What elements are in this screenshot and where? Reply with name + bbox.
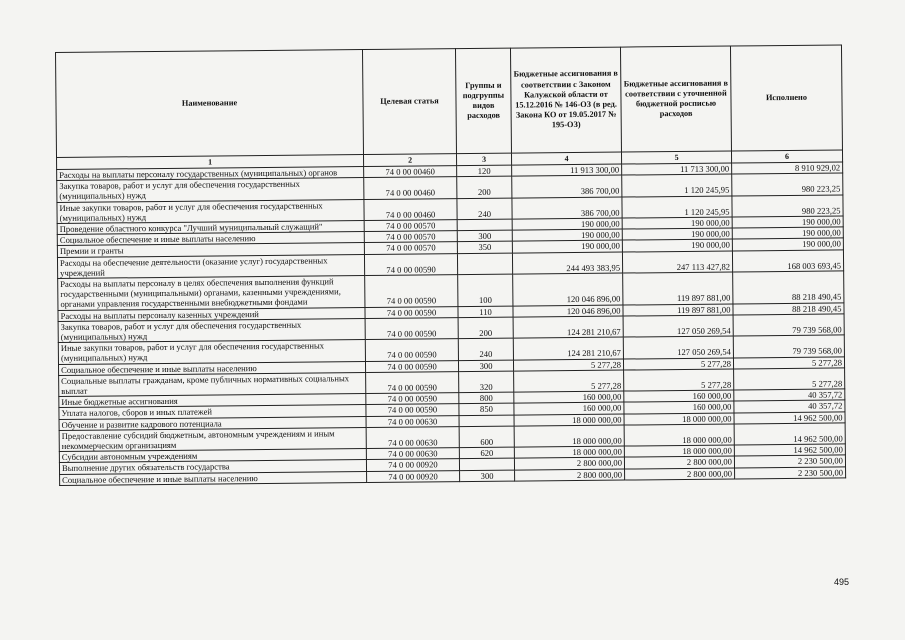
row-code: 74 0 00 00590	[365, 306, 458, 318]
row-code: 74 0 00 00460	[364, 177, 457, 199]
column-number: 5	[621, 151, 731, 164]
row-name: Расходы на выплаты персоналу в целях обеспечения выполнения функций государственными (муниципальными) органами, казенными учреждениями, органами управления государственными внебюджетными фондами	[58, 276, 365, 311]
row-name: Премии и гранты	[57, 243, 364, 257]
row-executed: 5 277,28	[733, 357, 844, 369]
header-law-allocations: Бюджетные ассигнования в соответствии с Законом Калужской области от 15.12.2016 № 146-ОЗ (в ред. Закона КО от 19.05.2017 № 195-ОЗ)	[510, 47, 621, 153]
row-law-allocation: 2 800 000,00	[514, 458, 624, 470]
row-executed: 190 000,00	[732, 216, 843, 228]
row-code: 74 0 00 00590	[366, 393, 459, 405]
row-name: Расходы на выплаты персоналу государственных (муниципальных) органов	[57, 167, 364, 181]
row-group: 320	[459, 371, 514, 393]
row-law-allocation: 124 281 210,67	[513, 316, 623, 338]
budget-table	[55, 44, 845, 485]
row-refined-allocation: 2 800 000,00	[624, 456, 734, 468]
row-refined-allocation: 160 000,00	[624, 401, 734, 413]
row-code: 74 0 00 00630	[366, 415, 459, 427]
row-executed: 14 962 500,00	[734, 412, 845, 424]
row-name: Иные бюджетные ассигнования	[59, 394, 366, 408]
row-group: 850	[459, 404, 514, 416]
row-group: 240	[457, 198, 512, 220]
row-refined-allocation: 1 120 245,95	[622, 196, 732, 218]
row-law-allocation: 244 493 383,95	[512, 252, 622, 274]
row-executed: 14 962 500,00	[734, 423, 845, 445]
row-law-allocation: 386 700,00	[512, 175, 622, 197]
row-group: 600	[459, 426, 514, 448]
row-law-allocation: 120 046 896,00	[513, 273, 623, 306]
row-code: 74 0 00 00590	[365, 317, 458, 339]
row-group	[457, 219, 512, 231]
page-number: 495	[834, 577, 850, 587]
row-name: Социальные выплаты гражданам, кроме публичных нормативных социальных выплат	[59, 372, 366, 396]
row-name: Предоставление субсидий бюджетным, автономным учреждениям и иным некоммерческим организациям	[59, 427, 366, 451]
row-refined-allocation: 11 713 300,00	[622, 163, 732, 175]
row-name: Социальное обеспечение и иные выплаты населению	[60, 471, 367, 485]
row-law-allocation: 18 000 000,00	[514, 425, 624, 447]
row-name: Социальное обеспечение и иные выплаты населению	[57, 232, 364, 246]
row-code: 74 0 00 00590	[365, 339, 458, 361]
row-executed: 79 739 568,00	[733, 314, 844, 336]
row-law-allocation: 18 000 000,00	[514, 414, 624, 426]
row-law-allocation: 11 913 300,00	[512, 164, 622, 176]
row-refined-allocation: 5 277,28	[624, 369, 734, 391]
row-refined-allocation: 2 800 000,00	[625, 468, 735, 480]
row-name: Обучение и развитие кадрового потенциала	[59, 416, 366, 430]
row-refined-allocation: 119 897 881,00	[623, 304, 733, 316]
row-executed: 40 357,72	[734, 400, 845, 412]
row-executed: 88 218 490,45	[733, 303, 844, 315]
row-refined-allocation: 18 000 000,00	[624, 445, 734, 457]
row-name: Социальное обеспечение и иные выплаты населению	[58, 361, 365, 375]
row-executed: 14 962 500,00	[734, 444, 845, 456]
row-name: Закупка товаров, работ и услуг для обеспечения государственных (муниципальных) нужд	[58, 318, 365, 342]
row-executed: 190 000,00	[732, 238, 843, 250]
column-number: 1	[57, 155, 364, 170]
row-refined-allocation: 18 000 000,00	[624, 424, 734, 446]
header-refined-allocations: Бюджетные ассигнования в соответствии с уточненной бюджетной росписью расходов	[620, 46, 731, 152]
row-code: 74 0 00 00590	[366, 404, 459, 416]
row-executed: 168 003 693,45	[732, 250, 843, 272]
row-group	[459, 459, 514, 471]
row-executed: 980 223,25	[732, 195, 843, 217]
row-name: Проведение областного конкурса "Лучший муниципальный служащий"	[57, 221, 364, 235]
row-law-allocation: 386 700,00	[512, 197, 622, 219]
row-refined-allocation: 5 277,28	[623, 358, 733, 370]
row-refined-allocation: 119 897 881,00	[623, 272, 733, 305]
row-group	[459, 415, 514, 427]
row-code: 74 0 00 00630	[366, 448, 459, 460]
row-group: 620	[459, 447, 514, 459]
row-refined-allocation: 1 120 245,95	[622, 174, 732, 196]
header-target-article: Целевая статья	[362, 49, 456, 155]
row-refined-allocation: 127 050 269,54	[623, 336, 733, 358]
row-code: 74 0 00 00570	[364, 220, 457, 232]
header-executed: Исполнено	[730, 45, 842, 151]
row-code: 74 0 00 00920	[366, 459, 459, 471]
row-code: 74 0 00 00590	[365, 275, 458, 308]
row-group: 300	[460, 470, 515, 482]
row-executed: 2 230 500,00	[734, 455, 845, 467]
row-law-allocation: 160 000,00	[514, 391, 624, 403]
column-number: 6	[731, 150, 842, 163]
row-name: Закупка товаров, работ и услуг для обеспечения государственных (муниципальных) нужд	[57, 178, 364, 202]
row-executed: 40 357,72	[734, 389, 845, 401]
row-code: 74 0 00 00630	[366, 427, 459, 449]
row-group: 350	[457, 242, 512, 254]
row-group: 300	[457, 230, 512, 242]
row-executed: 190 000,00	[732, 227, 843, 239]
row-refined-allocation: 18 000 000,00	[624, 413, 734, 425]
row-refined-allocation: 160 000,00	[624, 390, 734, 402]
row-law-allocation: 120 046 896,00	[513, 305, 623, 317]
row-group: 100	[458, 274, 513, 306]
row-name: Иные закупки товаров, работ и услуг для обеспечения государственных (муниципальных) нужд	[57, 199, 364, 223]
row-law-allocation: 5 277,28	[514, 370, 624, 392]
row-group: 300	[458, 360, 513, 372]
row-group: 240	[458, 338, 513, 360]
row-law-allocation: 2 800 000,00	[515, 469, 625, 481]
row-law-allocation: 5 277,28	[513, 359, 623, 371]
row-name: Расходы на обеспечение деятельности (оказание услуг) государственных учреждений	[57, 254, 364, 278]
row-executed: 5 277,28	[734, 368, 845, 390]
row-name: Субсидии автономным учреждениям	[59, 449, 366, 463]
row-group: 200	[458, 317, 513, 339]
row-code: 74 0 00 00570	[364, 242, 457, 254]
row-code: 74 0 00 00920	[367, 470, 460, 482]
row-law-allocation: 124 281 210,67	[513, 337, 623, 359]
row-code: 74 0 00 00590	[365, 360, 458, 372]
row-code: 74 0 00 00460	[364, 166, 457, 178]
budget-table-grid	[55, 44, 846, 485]
row-executed: 2 230 500,00	[735, 467, 846, 479]
header-name: Наименование	[56, 50, 364, 158]
row-refined-allocation: 190 000,00	[622, 217, 732, 229]
row-group	[457, 253, 512, 275]
row-law-allocation: 160 000,00	[514, 403, 624, 415]
row-name: Расходы на выплаты персоналу казенных учреждений	[58, 307, 365, 321]
row-code: 74 0 00 00460	[364, 198, 457, 220]
row-name: Уплата налогов, сборов и иных платежей	[59, 405, 366, 419]
row-group: 200	[457, 176, 512, 198]
row-executed: 79 739 568,00	[733, 335, 844, 357]
row-refined-allocation: 190 000,00	[622, 239, 732, 251]
row-group: 120	[457, 165, 512, 177]
row-executed: 88 218 490,45	[733, 271, 844, 304]
row-name: Выполнение других обязательств государства	[59, 460, 366, 474]
row-code: 74 0 00 00590	[364, 253, 457, 275]
row-refined-allocation: 127 050 269,54	[623, 315, 733, 337]
row-law-allocation: 190 000,00	[512, 218, 622, 230]
column-number: 2	[363, 154, 456, 167]
header-expense-groups: Группы и подгруппы видов расходов	[455, 48, 511, 154]
row-code: 74 0 00 00570	[364, 231, 457, 243]
row-group: 110	[458, 306, 513, 318]
column-number: 4	[511, 152, 621, 165]
row-group: 800	[459, 392, 514, 404]
row-refined-allocation: 247 113 427,82	[622, 251, 732, 273]
row-executed: 8 910 929,02	[732, 162, 843, 174]
row-refined-allocation: 190 000,00	[622, 228, 732, 240]
row-name: Иные закупки товаров, работ и услуг для обеспечения государственных (муниципальных) нужд	[58, 340, 365, 364]
row-executed: 980 223,25	[732, 173, 843, 195]
column-number: 3	[456, 153, 511, 166]
row-law-allocation: 190 000,00	[512, 240, 622, 252]
row-code: 74 0 00 00590	[366, 372, 459, 394]
row-law-allocation: 18 000 000,00	[514, 446, 624, 458]
row-law-allocation: 190 000,00	[512, 229, 622, 241]
header-row	[56, 45, 843, 158]
